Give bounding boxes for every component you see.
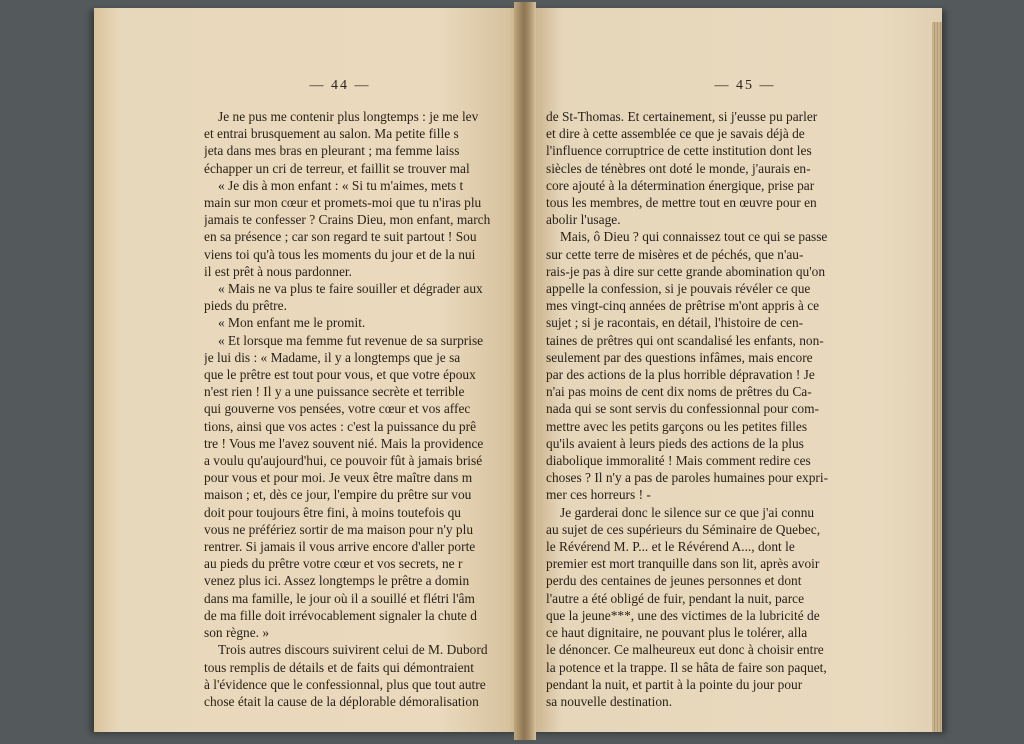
text-line: sa nouvelle destination.: [546, 693, 673, 709]
text-line: la potence et la trappe. Il se hâta de faire son paquet,: [546, 659, 827, 675]
text-line: « Mon enfant me le promit.: [218, 315, 366, 331]
text-line: Je garderai donc le silence sur ce que j'ai connu: [560, 504, 815, 520]
text-line: pendant la nuit, et partit à la pointe du jour pour: [546, 676, 803, 692]
page-number-left: — 44 —: [309, 78, 371, 93]
text-line: siècles de ténèbres ont doté le monde, j'aurais en-: [546, 160, 811, 176]
text-line: qu'ils avaient à leurs pieds des actions de la plus: [546, 435, 804, 451]
text-line: mes vingt-cinq années de prêtrise m'ont appris à ce: [546, 298, 820, 314]
text-line: le dénoncer. Ce malheureux eut donc à choisir entre: [546, 642, 824, 658]
left-page-text: [204, 108, 526, 710]
text-line: diabolique immoralité ! Mais comment redire ces: [546, 453, 811, 469]
text-line: de ma fille doit irrévocablement signaler la chute d: [204, 607, 477, 623]
text-line: ce haut dignitaire, ne pouvant plus le tolérer, alla: [546, 625, 808, 641]
text-line: que le prêtre est tout pour vous, et que votre époux: [204, 367, 476, 383]
text-line: qui gouverne vos pensées, votre cœur et vos affec: [204, 401, 471, 417]
text-line: seulement par des questions infâmes, mais encore: [546, 349, 813, 365]
text-line: abolir l'usage.: [546, 212, 621, 228]
text-line: Trois autres discours suivirent celui de M. Dubord: [218, 642, 488, 658]
text-line: sur cette terre de misères et de péchés, que n'au-: [546, 246, 804, 262]
text-line: à l'évidence que le confessionnal, plus que tout autre: [204, 676, 486, 692]
text-line: dans ma famille, le jour où il a souillé et flétri l'âm: [204, 590, 475, 606]
text-line: premier est mort tranquille dans son lit, après avoir: [546, 556, 820, 572]
text-line: tous les membres, de mettre tout en œuvre pour en: [546, 195, 817, 211]
text-line: et entrai brusquement au salon. Ma petite fille s: [204, 126, 459, 142]
text-line: viens toi qu'à tous les moments du jour et de la nui: [204, 246, 476, 262]
text-line: « Je dis à mon enfant : « Si tu m'aimes, mets t: [218, 177, 464, 193]
text-line: l'autre a été obligé de fuir, pendant la nuit, parce: [546, 590, 805, 606]
text-line: il est prêt à nous pardonner.: [204, 263, 353, 279]
open-book: [84, 2, 952, 740]
text-line: au sujet de ces supérieurs du Séminaire de Quebec,: [546, 521, 821, 537]
text-line: chose était la cause de la déplorable démoralisation: [204, 693, 479, 709]
text-line: « Et lorsque ma femme fut revenue de sa surprise: [218, 332, 484, 348]
text-line: l'influence corruptrice de cette institution dont les: [546, 143, 812, 159]
text-line: a voulu qu'aujourd'hui, ce pouvoir fût à jamais brisé: [204, 453, 483, 469]
book-spine: [514, 2, 536, 740]
text-line: appelle la confession, si je pouvais révéler ce que: [546, 281, 811, 297]
text-line: tre ! Vous me l'avez souvent nié. Mais la providence: [204, 435, 484, 451]
text-line: son règne. »: [204, 625, 270, 641]
right-page: [524, 8, 942, 732]
text-line: « Mais ne va plus te faire souiller et dégrader aux: [218, 281, 483, 297]
text-line: vous ne préfériez sortir de ma maison pour n'y plu: [204, 521, 474, 537]
text-line: le Révérend M. P... et le Révérend A..., dont le: [546, 539, 795, 555]
text-line: au pieds du prêtre votre cœur et vos secrets, ne r: [204, 556, 463, 572]
page-number-right: — 45 —: [714, 78, 776, 93]
text-line: jeta dans mes bras en pleurant ; ma femme laiss: [204, 143, 460, 159]
text-line: par des actions de la plus horrible dépravation ! Je: [546, 367, 815, 383]
text-line: venez plus ici. Assez longtemps le prêtre a domin: [204, 573, 470, 589]
text-line: je lui dis : « Madame, il y a longtemps que je sa: [204, 349, 461, 365]
text-line: rais-je pas à dire sur cette grande abomination qu'on: [546, 263, 826, 279]
text-line: perdu des centaines de jeunes personnes et dont: [546, 573, 802, 589]
text-line: pieds du prêtre.: [204, 298, 287, 314]
text-line: Mais, ô Dieu ? qui connaissez tout ce qui se passe: [560, 229, 828, 245]
right-page-text: [538, 108, 902, 710]
text-line: doit pour toujours être fini, à moins toutefois qu: [204, 504, 461, 520]
text-line: rentrer. Si jamais il vous arrive encore d'aller porte: [204, 539, 476, 555]
text-line: et dire à cette assemblée ce que je savais déjà de: [546, 126, 805, 142]
text-line: maison ; et, dès ce jour, l'empire du prêtre sur vou: [204, 487, 472, 503]
text-line: nada qui se sont servis du confessionnal pour com-: [546, 401, 819, 417]
text-line: n'ai pas moins de cent dix noms de prêtres du Ca-: [546, 384, 812, 400]
text-line: que la jeune***, une des victimes de la lubricité de: [546, 607, 820, 623]
text-line: tions, ainsi que vos actes : c'est la puissance du prê: [204, 418, 477, 434]
text-line: échapper un cri de terreur, et faillit se trouver mal: [204, 160, 470, 176]
text-line: pour vous et pour moi. Je veux être maître dans m: [204, 470, 473, 486]
text-line: mer ces horreurs ! -: [546, 487, 651, 503]
text-line: de St-Thomas. Et certainement, si j'eusse pu parler: [546, 109, 818, 124]
text-line: en sa présence ; car son regard te suit partout ! Sou: [204, 229, 477, 245]
text-line: taines de prêtres qui ont scandalisé les enfants, non-: [546, 332, 824, 348]
left-page: [94, 8, 526, 732]
text-line: main sur mon cœur et promets-moi que tu n'iras plu: [204, 195, 482, 211]
page-edges: [932, 22, 942, 732]
text-line: jamais te confesser ? Crains Dieu, mon enfant, march: [204, 212, 491, 228]
text-line: sujet ; si je racontais, en détail, l'histoire de cen-: [546, 315, 804, 331]
text-line: choses ? Il n'y a pas de paroles humaines pour expri-: [546, 470, 829, 486]
text-line: Je ne pus me contenir plus longtemps : je me lev: [218, 109, 479, 124]
text-line: tous remplis de détails et de faits qui démontraient: [204, 659, 474, 675]
text-line: mettre avec les petits garçons ou les petites filles: [546, 418, 808, 434]
text-line: core ajouté à la détermination énergique, prise par: [546, 177, 815, 193]
text-line: n'est rien ! Il y a une puissance secrète et terrible: [204, 384, 465, 400]
